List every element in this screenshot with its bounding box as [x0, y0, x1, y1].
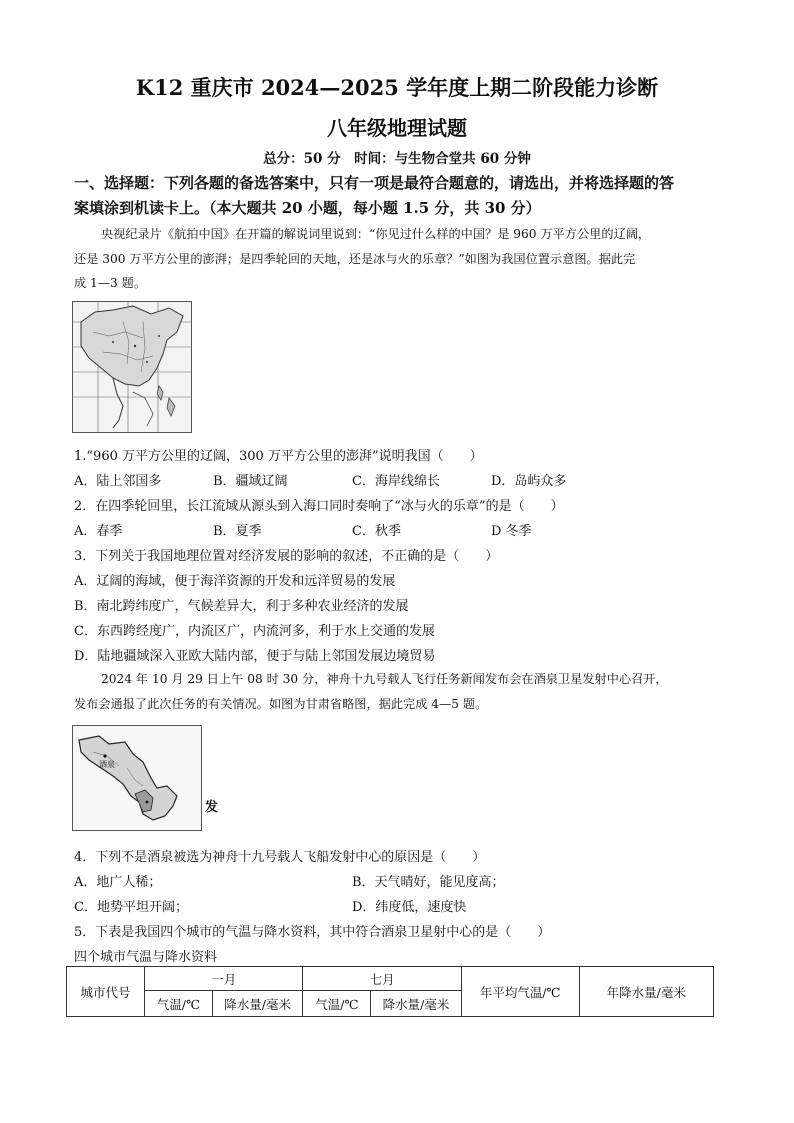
passage1-line2: 还是 300 万平方公里的澎湃；是四季轮回的天地，还是冰与火的乐章？”如图为我国位置示意图。据此完 — [74, 252, 636, 266]
passage1-line3: 成 1—3 题。 — [74, 276, 147, 290]
passage2-line1: 2024 年 10 月 29 日上午 08 时 30 分，神舟十九号载人飞行任务新闻发布会在酒泉卫星发射中心召开， — [101, 672, 668, 686]
climate-data-table — [66, 966, 714, 1017]
question-3-option-a[interactable]: A．辽阔的海域，便于海洋资源的开发和远洋贸易的发展 — [74, 574, 396, 589]
table-caption: 四个城市气温与降水资料 — [74, 950, 218, 965]
table-header-avg-temp: 年平均气温/℃ — [461, 967, 579, 1017]
question-3-stem: 3．下列关于我国地理位置对经济发展的影响的叙述，不正确的是（ ） — [74, 549, 499, 564]
gansu-province-map — [72, 725, 202, 831]
passage2-line2: 发布会通报了此次任务的有关情况。如图为甘肃省略图，据此完成 4—5 题。 — [74, 697, 488, 711]
table-header-city: 城市代号 — [67, 967, 145, 1017]
gansu-map-image — [73, 726, 201, 830]
exam-subtitle: 八年级地理试题 — [327, 116, 467, 140]
question-4-option-c[interactable]: C．地势平坦开阔； — [74, 900, 188, 915]
question-1-stem: 1.“960 万平方公里的辽阔，300 万平方公里的澎湃”说明我国（ ） — [74, 449, 483, 464]
exam-title: K12 重庆市 2024—2025 学年度上期二阶段能力诊断 — [135, 75, 659, 100]
question-2-option-a[interactable]: A．春季 — [74, 524, 123, 539]
question-2-option-d[interactable]: D 冬季 — [491, 524, 532, 539]
question-4-option-d[interactable]: D．纬度低，速度快 — [352, 900, 467, 915]
question-1-option-b[interactable]: B．疆域辽阔 — [213, 474, 288, 489]
table-header-annual-precip: 年降水量/毫米 — [579, 967, 713, 1017]
question-1-option-a[interactable]: A．陆上邻国多 — [74, 474, 162, 489]
table-subheader-jan-precip: 降水量/毫米 — [212, 991, 303, 1017]
section-heading-line2: 案填涂到机读卡上。（本大题共 20 小题，每小题 1.5 分，共 30 分） — [74, 199, 541, 217]
exam-info: 总分：50 分 时间：与生物合堂共 60 分钟 — [263, 151, 531, 167]
question-3-option-c[interactable]: C．东西跨经度广，内流区广，内流河多，利于水上交通的发展 — [74, 624, 435, 639]
china-location-map — [72, 301, 192, 433]
question-2-option-c[interactable]: C．秋季 — [352, 524, 401, 539]
map2-side-text: 发 — [205, 800, 219, 815]
question-2-option-b[interactable]: B．夏季 — [213, 524, 262, 539]
table-header-july: 七月 — [303, 967, 461, 991]
question-3-option-b[interactable]: B．南北跨纬度广，气候差异大，利于多种农业经济的发展 — [74, 599, 409, 614]
question-5-stem: 5．下表是我国四个城市的气温与降水资料，其中符合酒泉卫星射中心的是（ ） — [74, 925, 551, 940]
question-2-stem: 2．在四季轮回里，长江流域从源头到入海口同时奏响了“冰与火的乐章”的是（ ） — [74, 499, 564, 514]
table-subheader-jul-precip: 降水量/毫米 — [371, 991, 462, 1017]
china-map-image — [73, 302, 191, 432]
table-subheader-jan-temp: 气温/℃ — [145, 991, 213, 1017]
map-label-jiuquan: 酒泉 — [99, 760, 115, 769]
table-subheader-jul-temp: 气温/℃ — [303, 991, 371, 1017]
table-header-january: 一月 — [145, 967, 303, 991]
question-4-option-b[interactable]: B．天气晴好，能见度高； — [352, 875, 505, 890]
question-3-option-d[interactable]: D．陆地疆域深入亚欧大陆内部，便于与陆上邻国发展边境贸易 — [74, 649, 436, 664]
question-4-option-a[interactable]: A．地广人稀； — [74, 875, 162, 890]
question-4-stem: 4．下列不是酒泉被选为神舟十九号载人飞船发射中心的原因是（ ） — [74, 850, 486, 865]
question-1-option-c[interactable]: C．海岸线绵长 — [352, 474, 440, 489]
question-1-option-d[interactable]: D．岛屿众多 — [491, 474, 567, 489]
passage1-line1: 央视纪录片《航拍中国》在开篇的解说词里说到：“你见过什么样的中国？是 960 万平方公里的辽阔， — [101, 227, 651, 241]
section-heading-line1: 一、选择题：下列各题的备选答案中，只有一项是最符合题意的，请选出，并将选择题的答 — [74, 174, 675, 192]
